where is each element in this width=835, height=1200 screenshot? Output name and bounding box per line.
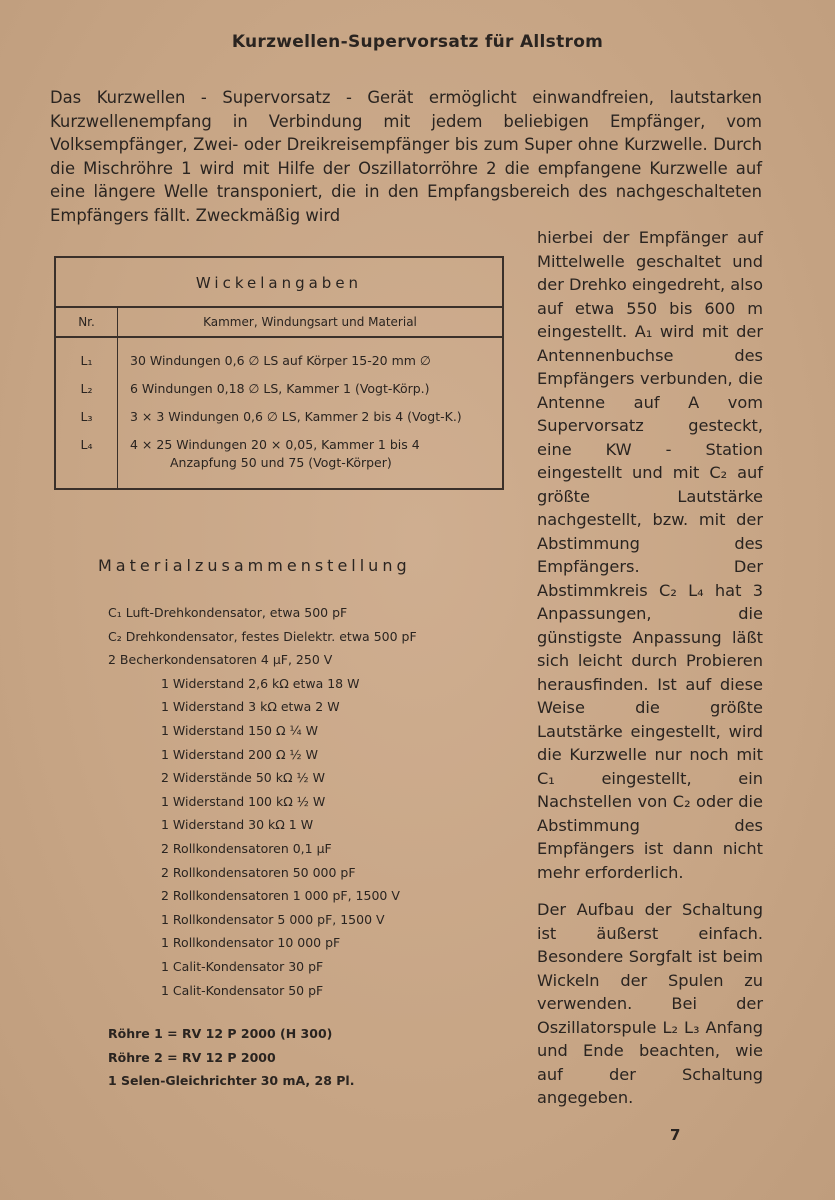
- list-item: 1 Selen-Gleichrichter 30 mA, 28 Pl.: [108, 1073, 355, 1088]
- list-item: Röhre 1 = RV 12 P 2000 (H 300): [108, 1026, 333, 1041]
- winding-table: [54, 256, 504, 490]
- winding-table-body: [56, 338, 502, 488]
- construction-paragraph: Der Aufbau der Schaltung ist äußerst einfach. Besondere Sorgfalt ist beim Wickeln der Spulen zu verwenden. Bei der Oszillatorspule L₂ L₃ Anfang und Ende beachten, wie auf der Schaltung angegeben.: [537, 900, 763, 1107]
- list-item: 2 Becherkondensatoren 4 μF, 250 V: [108, 652, 333, 668]
- coil-description-line: Anzapfung 50 und 75 (Vogt-Körper): [170, 455, 392, 470]
- list-item: 1 Widerstand 2,6 kΩ etwa 18 W: [161, 675, 360, 691]
- coil-description-line: 4 × 25 Windungen 20 × 0,05, Kammer 1 bis 4: [130, 437, 420, 452]
- coil-description: 3 × 3 Windungen 0,6 ∅ LS, Kammer 2 bis 4 (Vogt-K.): [130, 409, 462, 424]
- list-item: 1 Widerstand 30 kΩ 1 W: [161, 817, 314, 833]
- column-header-description: Kammer, Windungsart und Material: [203, 315, 417, 329]
- list-item: 1 Calit-Kondensator 30 pF: [161, 958, 324, 974]
- list-item: 1 Calit-Kondensator 50 pF: [161, 982, 324, 998]
- description-column: [118, 338, 502, 488]
- coil-nr: L₁: [80, 353, 93, 368]
- list-item: 2 Rollkondensatoren 1 000 pF, 1500 V: [161, 888, 400, 904]
- list-item: 1 Rollkondensator 10 000 pF: [161, 935, 341, 951]
- list-item: C₂ Drehkondensator, festes Dielektr. etwa 500 pF: [108, 628, 417, 644]
- coil-description: 6 Windungen 0,18 ∅ LS, Kammer 1 (Vogt-Körp.): [130, 381, 430, 396]
- page-number: 7: [670, 1126, 681, 1144]
- intro-paragraph: Das Kurzwellen - Supervorsatz - Gerät ermöglicht einwandfreien, lautstarken Kurzwellenempfang in Verbindung mit jedem beliebigen Empfänger, vom Volksempfänger, Zwei- oder Dreikreisempfänger bis zum Super ohne Kurzwelle. Durch die Mischröhre 1 wird mit Hilfe der Oszillatorröhre 2 die empfangene Kurzwelle auf eine längere Welle transponiert, die in den Empfangsbereich des nachgeschalteten Empfängers fällt. Zweckmäßig wird: [50, 88, 762, 225]
- tubes-list: [108, 1024, 528, 1095]
- list-item: Röhre 2 = RV 12 P 2000: [108, 1049, 276, 1065]
- winding-table-title: Wickelangaben: [56, 258, 502, 308]
- list-item: 2 Rollkondensatoren 0,1 μF: [161, 840, 332, 856]
- list-item: 1 Widerstand 100 kΩ ½ W: [161, 793, 326, 809]
- materials-list: [108, 603, 528, 1004]
- column-header-nr: Nr.: [56, 308, 118, 336]
- list-item: 2 Widerstände 50 kΩ ½ W: [161, 770, 325, 786]
- list-item: 2 Rollkondensatoren 50 000 pF: [161, 864, 356, 880]
- coil-description: 30 Windungen 0,6 ∅ LS auf Körper 15-20 mm ∅: [130, 353, 431, 368]
- list-item: 1 Rollkondensator 5 000 pF, 1500 V: [161, 911, 385, 927]
- page-title: Kurzwellen-Supervorsatz für Allstrom: [231, 32, 604, 52]
- setup-paragraph: hierbei der Empfänger auf Mittelwelle geschaltet und der Drehko eingedreht, also auf etwa 550 bis 600 m eingestellt. A₁ wird mit der Antennenbuchse des Empfängers verbunden, die Antenne auf A vom Supervorsatz gesteckt, eine KW - Station eingestellt und mit C₂ auf größte Lautstärke nachgestellt, bzw. mit der Abstimmung des Empfängers. Der Abstimmkreis C₂ L₄ hat 3 Anpassungen, die günstigste Anpassung läßt sich leicht durch Probieren herausfinden. Ist auf diese Weise die größte Lautstärke eingestellt, wird die Kurzwelle nur noch mit C₁ eingestellt, ein Nachstellen von C₂ oder die Abstimmung des Empfängers ist dann nicht mehr erforderlich.: [537, 228, 763, 882]
- coil-description: [130, 436, 502, 480]
- coil-nr: L₂: [80, 381, 93, 396]
- list-item: 1 Widerstand 200 Ω ½ W: [161, 746, 318, 762]
- list-item: 1 Widerstand 3 kΩ etwa 2 W: [161, 699, 340, 715]
- nr-column: [56, 338, 118, 488]
- list-item: 1 Widerstand 150 Ω ¼ W: [161, 722, 318, 738]
- coil-nr: L₃: [80, 409, 93, 424]
- winding-table-header: [56, 308, 502, 338]
- materials-heading: Materialzusammenstellung: [98, 556, 411, 575]
- list-item: C₁ Luft-Drehkondensator, etwa 500 pF: [108, 605, 348, 620]
- right-column: [537, 226, 763, 1110]
- coil-nr: L₄: [80, 437, 93, 452]
